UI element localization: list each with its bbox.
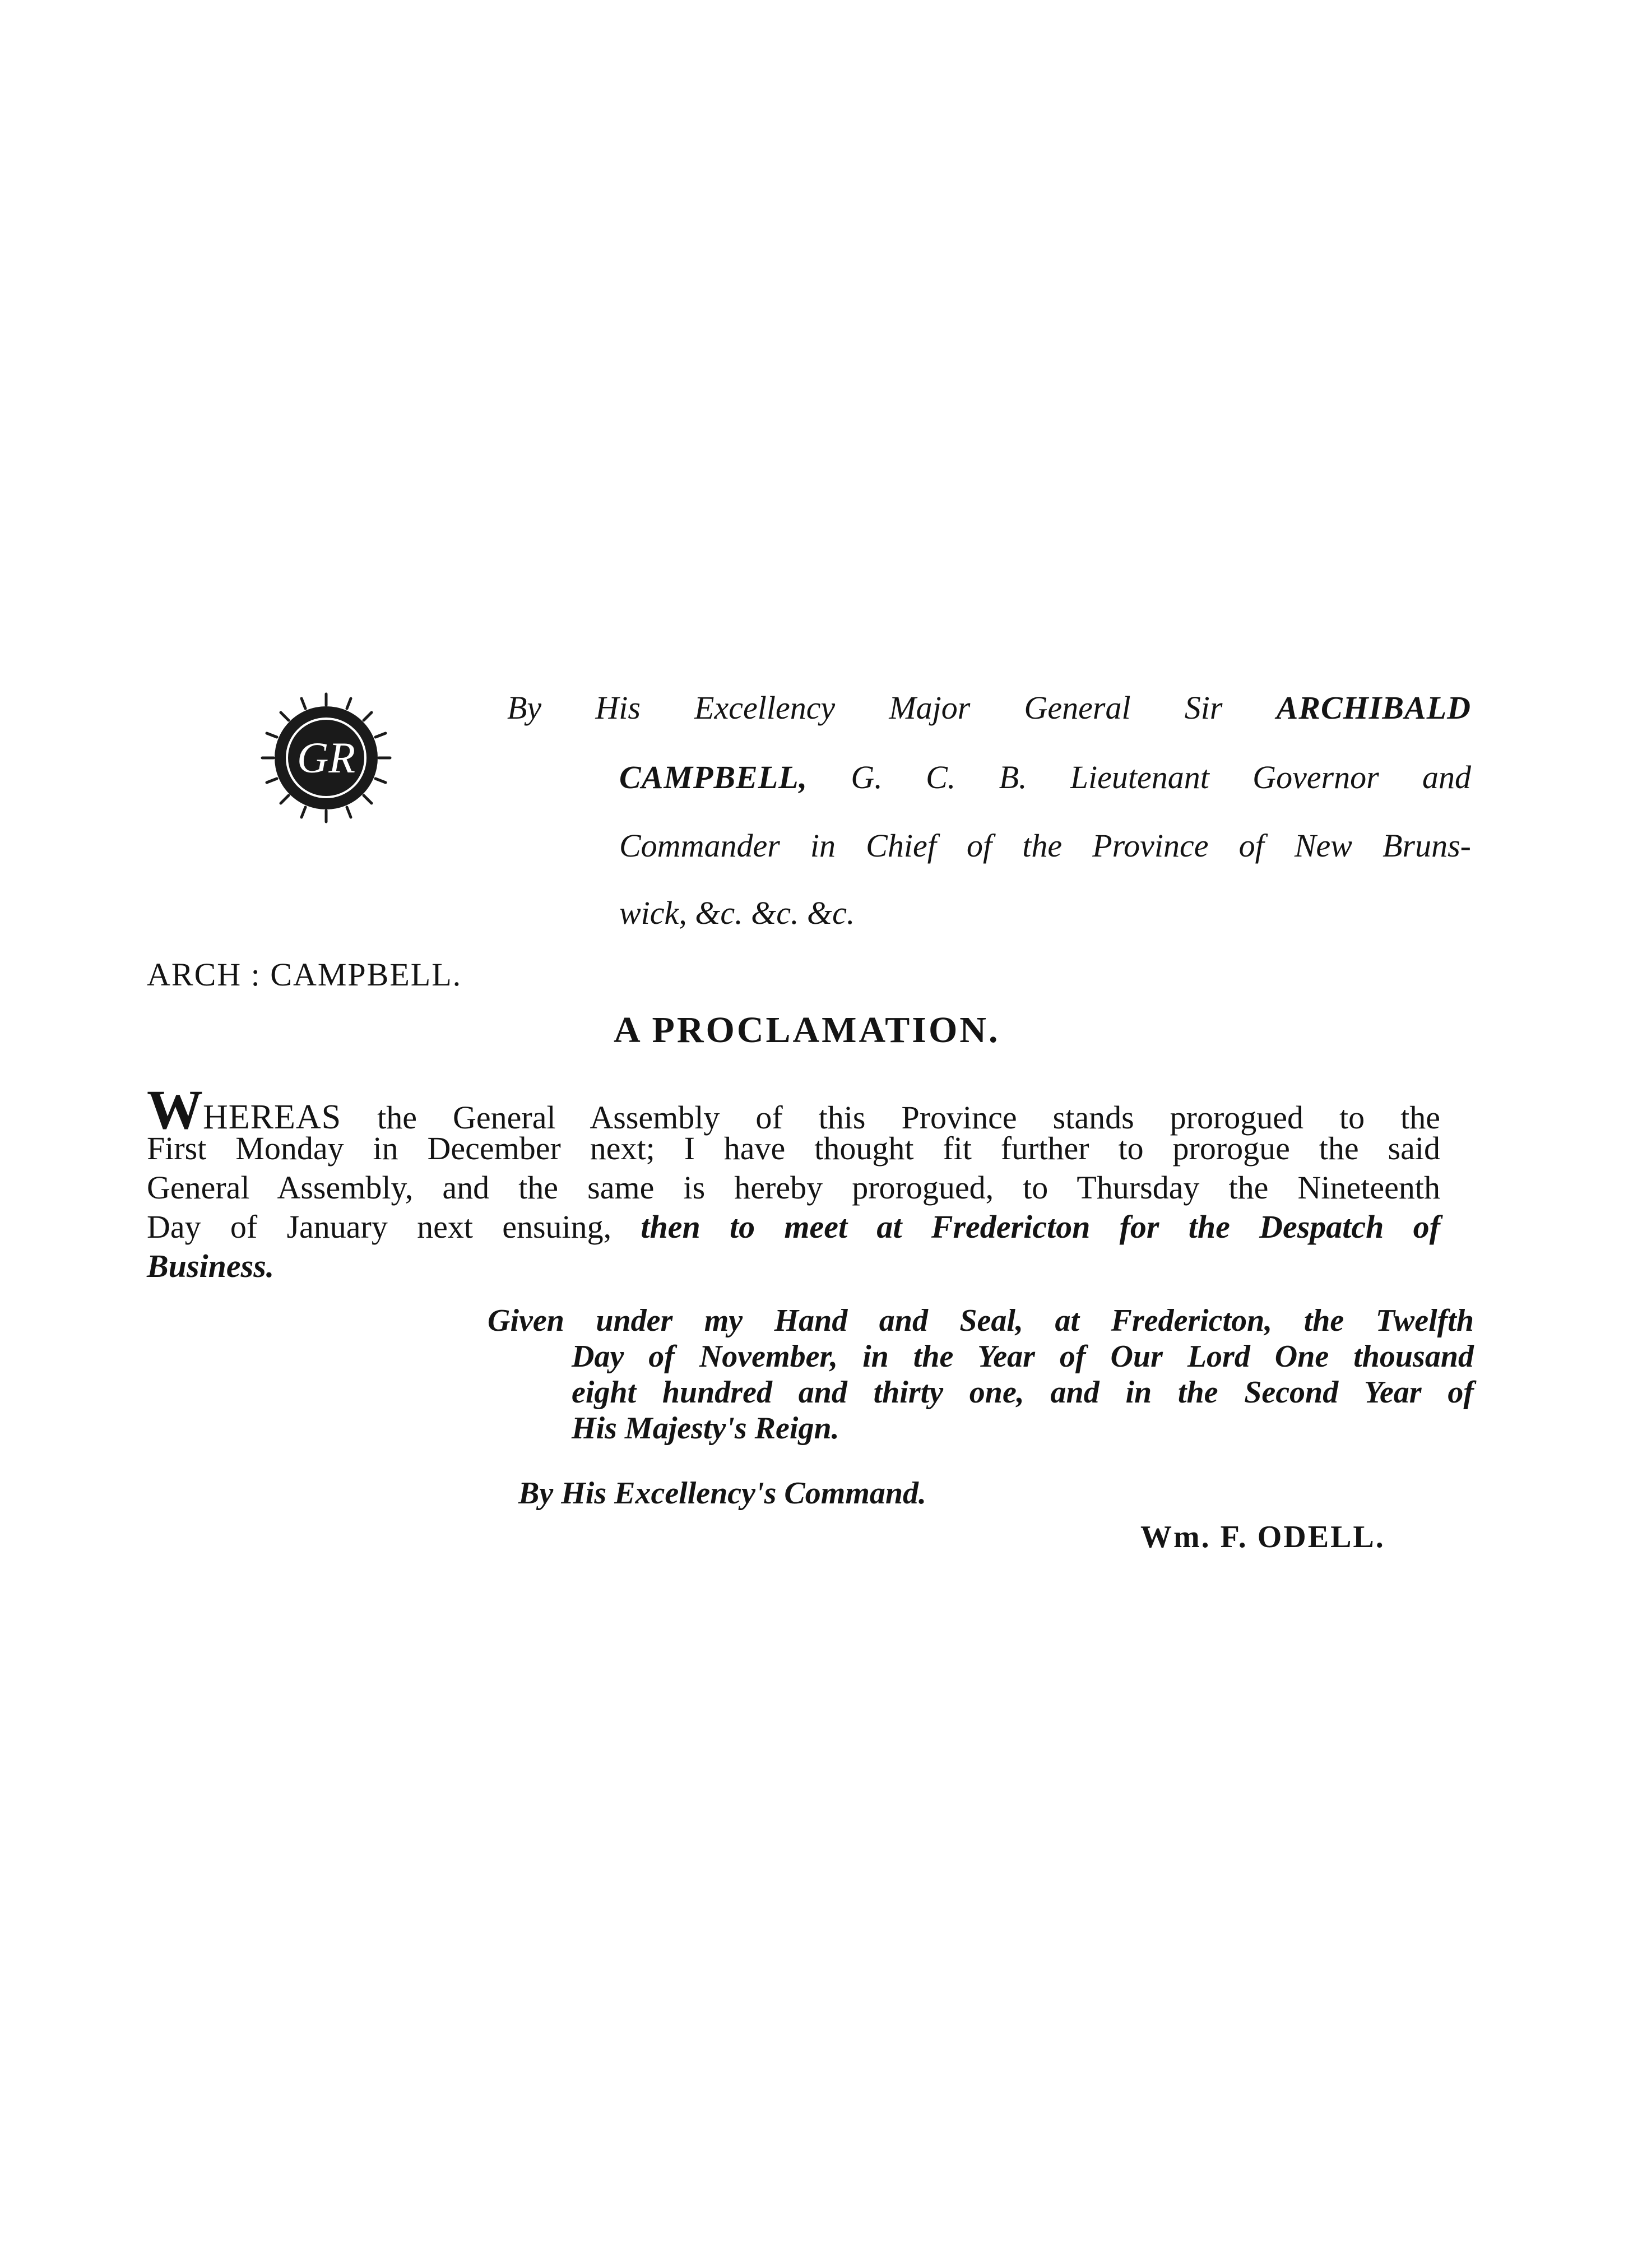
body-line-3: General Assembly, and the same is hereby prorogued, to Thursday the Nineteenth <box>147 1169 1440 1206</box>
royal-seal <box>255 689 398 827</box>
title-line-3: Commander in Chief of the Province of New Bruns- <box>619 827 1471 864</box>
secretary-name: Wm. F. ODELL. <box>1140 1520 1385 1554</box>
given-line-4: His Majesty's Reign. <box>572 1411 839 1446</box>
drop-cap: W <box>147 1079 203 1141</box>
title-prefix: By His Excellency Major General Sir <box>507 689 1223 726</box>
command-line: By His Excellency's Command. <box>518 1476 926 1511</box>
body-line-4-italic: then to meet at Fredericton for the Despatch of <box>641 1209 1440 1245</box>
signer-name: ARCH : CAMPBELL. <box>147 956 462 993</box>
given-line-1: Given under my Hand and Seal, at Fredericton, the Twelfth <box>488 1303 1474 1338</box>
title-line-1 <box>507 689 1472 726</box>
body-line-4-roman: Day of January next ensuing, <box>147 1209 612 1245</box>
body-line-5: Business. <box>147 1248 275 1284</box>
body-line-1 <box>147 1079 1441 1141</box>
title-rank: G. C. B. Lieutenant Governor and <box>851 759 1471 795</box>
seal-icon <box>255 689 398 827</box>
body-line-2: First Monday in December next; I have thought fit further to prorogue the said <box>147 1130 1440 1167</box>
proclamation-heading: A PROCLAMATION. <box>614 1010 1000 1050</box>
body-line-4 <box>147 1211 1440 1243</box>
body-line-1-text: the General Assembly of this Province stands prorogued to the <box>377 1099 1441 1136</box>
given-line-3: eight hundred and thirty one, and in the Second Year of <box>572 1375 1474 1410</box>
given-line-2: Day of November, in the Year of Our Lord One thousand <box>572 1339 1474 1374</box>
seal-monogram: GR <box>297 733 355 782</box>
title-line-2 <box>619 761 1471 794</box>
title-line-4: wick, &c. &c. &c. <box>619 895 855 931</box>
title-name-first: ARCHIBALD <box>1276 689 1472 726</box>
title-name-last: CAMPBELL, <box>619 759 808 795</box>
first-word: HEREAS <box>203 1098 342 1136</box>
